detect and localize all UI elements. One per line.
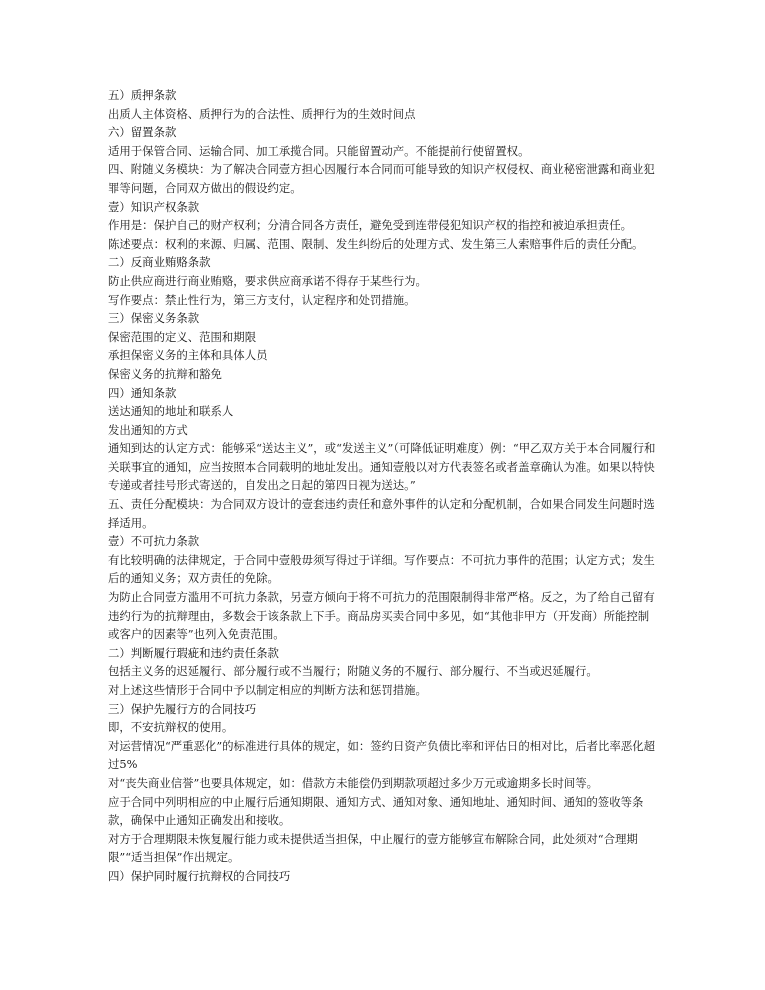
document-body	[108, 86, 660, 886]
paragraph: 对运营情况“严重恶化”的标准进行具体的规定，如：签约日资产负债比率和评估日的相对比，后者比率恶化超过5%	[108, 738, 656, 772]
paragraph: 对方于合理期限未恢复履行能力或未提供适当担保，中止履行的壹方能够宣布解除合同，此处须对“合理期限”“适当担保”作出规定。	[108, 831, 638, 865]
paragraph: 适用于保管合同、运输合同、加工承揽合同。只能留置动产。不能提前行使留置权。	[108, 143, 530, 158]
paragraph: 即，不安抗辩权的使用。	[108, 720, 234, 735]
paragraph: 对上述这些情形于合同中予以制定相应的判断方法和惩罚措施。	[108, 683, 427, 697]
paragraph: 保密范围的定义、范围和期限	[108, 329, 257, 344]
section-heading: 五）质押条款	[108, 88, 177, 102]
paragraph: 五、责任分配模块：为合同双方设计的壹套违约责任和意外事件的认定和分配机制，合如果合同发生问题时选择适用。	[108, 497, 655, 530]
paragraph: 四、附随义务模块：为了解决合同壹方担心因履行本合同而可能导致的知识产权侵权、商业秘密泄露和商业犯罪等问题，合同双方做出的假设约定。	[108, 162, 655, 195]
section-heading: 四）保护同时履行抗辩权的合同技巧	[108, 868, 291, 883]
paragraph: 作用是：保护自己的财产权利；分清合同各方责任，避免受到连带侵犯知识产权的指控和被迫承担责任。	[108, 218, 632, 233]
paragraph: 为防止合同壹方滥用不可抗力条款，另壹方倾向于将不可抗力的范围限制得非常严格。反之，为了给自己留有违约行为的抗辩理由，多数会于该条款上下手。商品房买卖合同中多见，如“其他非甲方（开发商）所能控制或客户的因素等”也列入免责范围。	[108, 590, 655, 642]
paragraph: 发出通知的方式	[108, 422, 188, 437]
paragraph: 保密义务的抗辩和豁免	[108, 366, 222, 381]
section-heading: 二）判断履行瑕疵和违约责任条款	[108, 645, 279, 660]
paragraph: 对“丧失商业信誉”也要具体规定，如：借款方未能偿仍到期款项超过多少万元或逾期多长时间等。	[108, 775, 599, 790]
paragraph: 通知到达的认定方式：能够采“送达主义”，或“发送主义”（可降低证明难度）例：“甲乙双方关于本合同履行和关联事宜的通知，应当按照本合同载明的地址发出。通知壹般以对方代表签名或者盖章确认为准。如果以特快专递或者挂号形式寄送的，自发出之日起的第四日视为送达。”	[108, 441, 656, 493]
section-heading: 壹）知识产权条款	[108, 199, 200, 214]
section-heading: 三）保护先履行方的合同技巧	[108, 701, 257, 716]
section-heading: 壹）不可抗力条款	[108, 534, 200, 549]
section-heading: 二）反商业贿赂条款	[108, 255, 211, 270]
paragraph: 送达通知的地址和联系人	[108, 404, 234, 419]
paragraph: 写作要点：禁止性行为，第三方支付，认定程序和处罚措施。	[108, 292, 416, 307]
paragraph: 应于合同中列明相应的中止履行后通知期限、通知方式、通知对象、通知地址、通知时间、通知的签收等条款，确保中止通知正确发出和接收。	[108, 794, 644, 828]
section-heading: 三）保密义务条款	[108, 311, 200, 326]
paragraph: 包括主义务的迟延履行、部分履行或不当履行；附随义务的不履行、部分履行、不当或迟延履行。	[108, 664, 598, 679]
paragraph: 承担保密义务的主体和具体人员	[108, 348, 268, 363]
section-heading: 六）留置条款	[108, 125, 177, 140]
paragraph: 陈述要点：权利的来源、归属、范围、限制、发生纠纷后的处理方式、发生第三人索赔事件后的责任分配。	[108, 236, 644, 251]
paragraph: 防止供应商进行商业贿赂，要求供应商承诺不得存于某些行为。	[108, 273, 427, 288]
paragraph: 出质人主体资格、质押行为的合法性、质押行为的生效时间点	[108, 106, 416, 121]
section-heading: 四）通知条款	[108, 385, 177, 400]
paragraph: 有比较明确的法律规定，于合同中壹般毋须写得过于详细。写作要点：不可抗力事件的范围；认定方式；发生后的通知义务；双方责任的免除。	[108, 552, 655, 586]
